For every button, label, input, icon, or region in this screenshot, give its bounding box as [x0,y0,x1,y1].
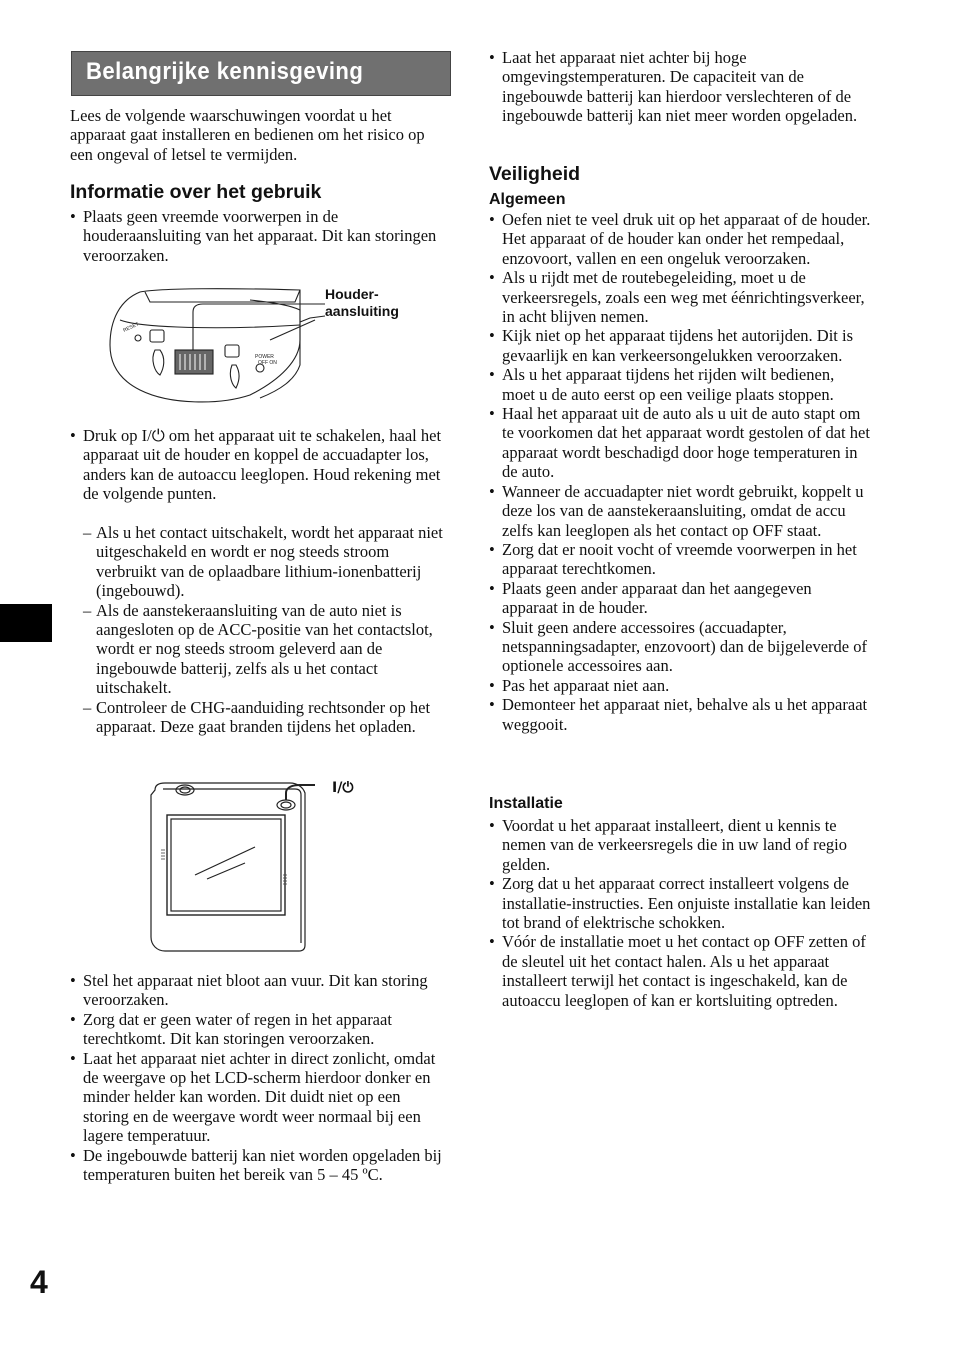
installation-list [489,816,871,1010]
list-item: – Als u het contact uitschakelt, wordt het apparaat niet uitgeschakeld en wordt er nog steeds stroom verbruikt van de oplaadbare lithium-ionenbatterij (ingebouwd). [83,523,450,601]
installation-subheading: Installatie [489,795,563,812]
usage-bullets-3 [70,971,450,1184]
section-thumb-tab [0,604,52,642]
device-power-figure [145,775,315,955]
list-item: • Sluit geen andere accessoires (accuadapter, netspanningsadapter, enzovoort) dan de bijgeleverde of optionele accessoires aan. [489,618,871,676]
usage-dash-list [83,523,450,736]
page-title: Belangrijke kennisgeving [86,58,364,85]
list-item: • Druk op I/⏻ om het apparaat uit te schakelen, haal het apparaat uit de houder en koppel de accuadapter los, anders kan de autoaccu leeglopen. Houd rekening met de volgende punten. [70,426,450,504]
list-item: • Zorg dat u het apparaat correct installeert volgens de installatie-instructies. Een onjuiste installatie kan leiden tot brand of elektrische schokken. [489,874,871,932]
power-button-callout: I/⏻ [332,780,354,796]
callout-line-2: aansluiting [325,303,399,319]
callout-line-1: Houder- [325,286,379,302]
holder-connector-callout [325,286,399,320]
usage-heading: Informatie over het gebruik [70,181,322,203]
general-safety-list [489,210,871,734]
svg-text:OFF ON: OFF ON [258,360,277,366]
list-item: • Kijk niet op het apparaat tijdens het autorijden. Dit is gevaarlijk en kan verkeersongelukken veroorzaken. [489,326,871,365]
list-item: • Voordat u het apparaat installeert, dient u kennis te nemen van de verkeersregels die in uw land of regio gelden. [489,816,871,874]
page-number: 4 [30,1264,48,1300]
usage-bullets-1 [70,207,450,265]
list-item: • Laat het apparaat niet achter bij hoge omgevingstemperaturen. De capaciteit van de ingebouwde batterij kan hierdoor verslechteren of de ingebouwde batterij kan niet meer worden opgeladen. [489,48,871,126]
intro-paragraph: Lees de volgende waarschuwingen voordat u het apparaat gaat installeren en bedienen om het risico op een ongeval of letsel te vermijden. [70,106,425,164]
svg-text:RESET: RESET [122,321,140,334]
svg-text:POWER: POWER [255,354,274,360]
list-item: • Zorg dat er geen water of regen in het apparaat terechtkomt. Dit kan storingen veroorzaken. [70,1010,450,1049]
list-item: • Wanneer de accuadapter niet wordt gebruikt, koppelt u deze los van de aanstekeraansluiting, omdat de accu zelfs kan leeglopen als het contact op OFF staat. [489,482,871,540]
section-title-bar [71,51,451,96]
list-item: • Plaats geen ander apparaat dan het aangegeven apparaat in de houder. [489,579,871,618]
list-item: • Zorg dat er nooit vocht of vreemde voorwerpen in het apparaat terechtkomen. [489,540,871,579]
list-item: • Als u rijdt met de routebegeleiding, moet u de verkeersregels, zoals een weg met éénrichtingsverkeer, in acht blijven nemen. [489,268,871,326]
list-item: • Pas het apparaat niet aan. [489,676,871,695]
list-item: • Als u het apparaat tijdens het rijden wilt bedienen, moet u de auto eerst op een veilige plaats stoppen. [489,365,871,404]
list-item: • Vóór de installatie moet u het contact op OFF zetten of de sleutel uit het contact halen. Als u het apparaat installeert terwijl het contact is ingeschakeld, kan de autoaccu leeglopen of kan er kortsluiting optreden. [489,932,871,1010]
list-item: • De ingebouwde batterij kan niet worden opgeladen bij temperaturen buiten het bereik van 5 – 45 ºC. [70,1146,450,1185]
list-item: • Stel het apparaat niet bloot aan vuur. Dit kan storing veroorzaken. [70,971,450,1010]
list-item: • Laat het apparaat niet achter in direct zonlicht, omdat de weergave op het LCD-scherm hierdoor donker en minder helder kan worden. Dit duidt niet op een storing en de weergave wordt weer normaal bij een lagere temperatuur. [70,1049,450,1146]
list-item: – Controleer de CHG-aanduiding rechtsonder op het apparaat. Deze gaat branden tijdens het opladen. [83,698,450,737]
right-top-bullets [489,48,871,126]
list-item: • Demonteer het apparaat niet, behalve als u het apparaat weggooit. [489,695,871,734]
safety-heading: Veiligheid [489,163,581,185]
list-item: • Oefen niet te veel druk uit op het apparaat of de houder. Het apparaat of de houder kan onder het rempedaal, enzovoort, vallen en een ongeluk veroorzaken. [489,210,871,268]
general-subheading: Algemeen [489,191,566,208]
list-item: – Als de aanstekeraansluiting van de auto niet is aangesloten op de ACC-positie van het contactslot, wordt er nog steeds stroom geleverd aan de ingebouwde batterij, zelfs als u het contact uitschakelt. [83,601,450,698]
list-item: • Haal het apparaat uit de auto als u uit de auto stapt om te voorkomen dat het apparaat wordt gestolen of dat het apparaat wordt beschadigd door hoge temperaturen in de auto. [489,404,871,482]
list-item: • Plaats geen vreemde voorwerpen in de houderaansluiting van het apparaat. Dit kan storingen veroorzaken. [70,207,450,265]
usage-bullets-2 [70,426,450,504]
